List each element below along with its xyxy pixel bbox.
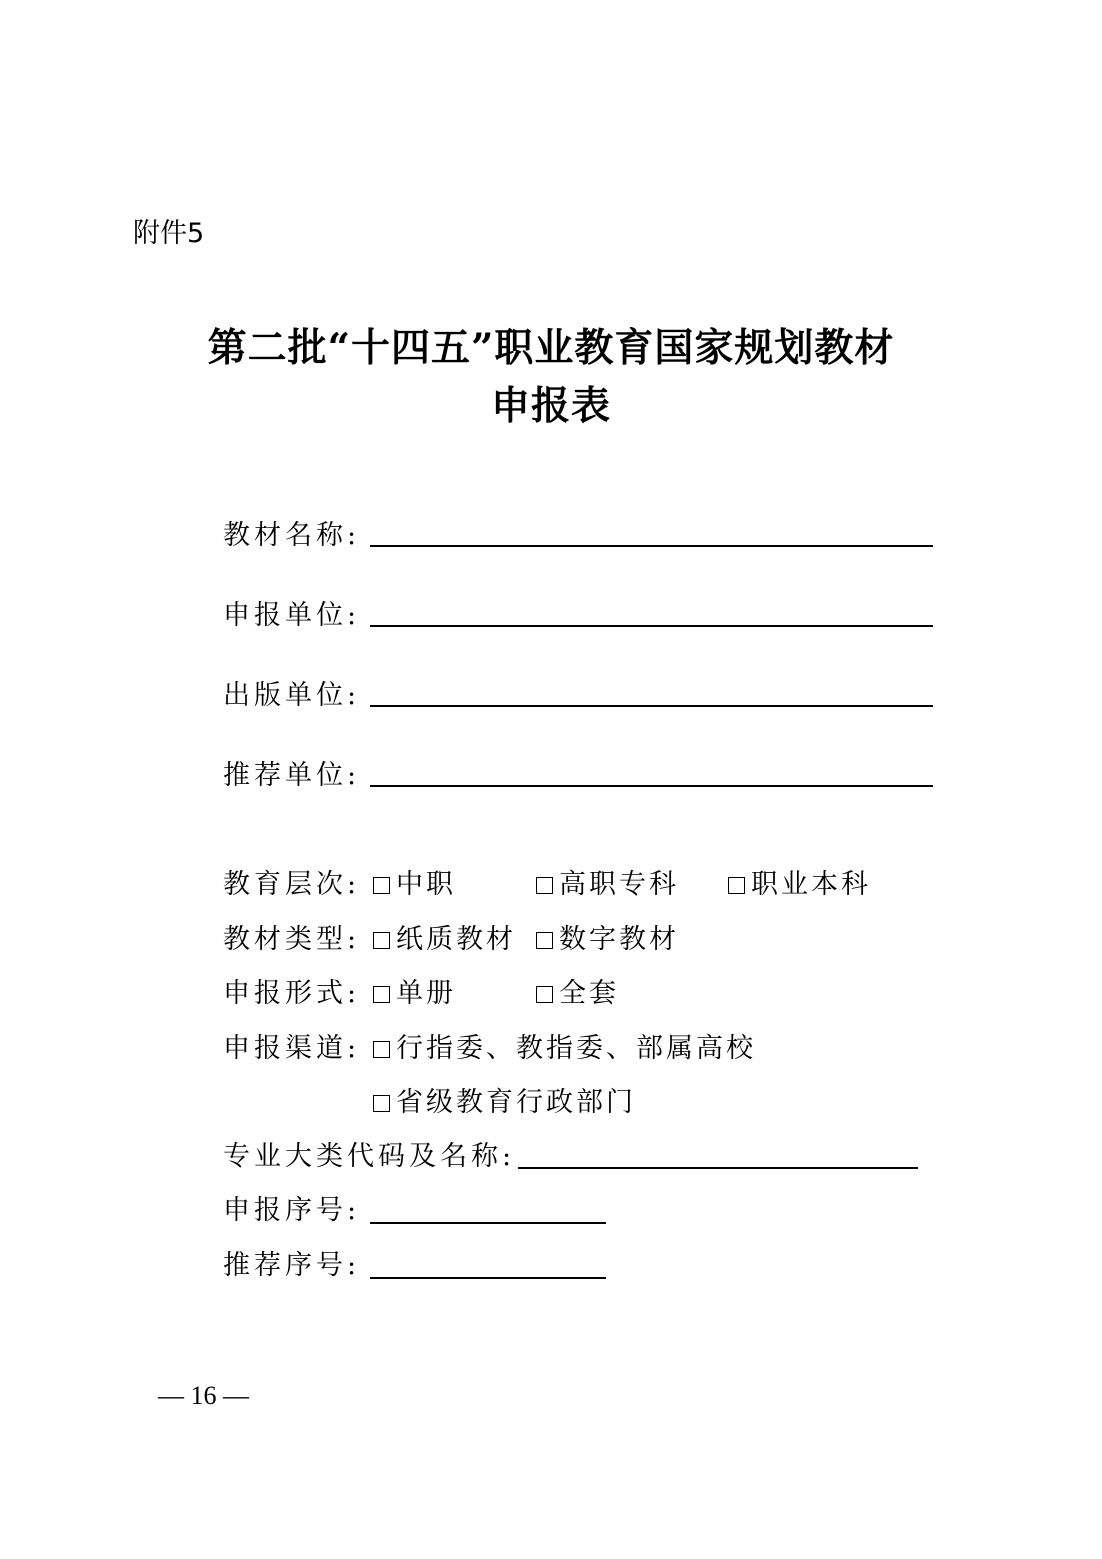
application-number-label: 申报序号: xyxy=(223,1195,361,1226)
application-form-row xyxy=(223,974,983,1014)
applying-unit-label: 申报单位: xyxy=(223,600,361,631)
option-label: 单册 xyxy=(396,978,456,1009)
option-label: 全套 xyxy=(559,978,619,1009)
major-category-input-line[interactable] xyxy=(518,1167,918,1169)
textbook-name-label: 教材名称: xyxy=(223,520,361,551)
recommending-unit-field xyxy=(223,756,935,796)
application-channel-row xyxy=(223,1029,983,1069)
textbook-name-field xyxy=(223,516,935,556)
applying-unit-input-line[interactable] xyxy=(370,625,933,627)
option-label: 数字教材 xyxy=(559,924,679,955)
recommendation-number-label: 推荐序号: xyxy=(223,1250,361,1281)
education-level-label: 教育层次: xyxy=(223,869,361,900)
option-label: 省级教育行政部门 xyxy=(396,1087,636,1118)
major-category-field xyxy=(223,1137,923,1177)
recommending-unit-label: 推荐单位: xyxy=(223,760,361,791)
option-digital-textbook[interactable] xyxy=(536,920,679,960)
checkbox-icon[interactable] xyxy=(373,932,390,949)
checkbox-icon[interactable] xyxy=(373,1041,390,1058)
textbook-type-row xyxy=(223,920,983,960)
recommendation-number-field xyxy=(223,1246,613,1286)
form-title-line-2: 申报表 xyxy=(490,383,611,429)
option-label: 高职专科 xyxy=(559,869,679,900)
option-vocational-bachelor[interactable] xyxy=(728,865,871,905)
checkbox-icon[interactable] xyxy=(373,877,390,894)
applying-unit-field xyxy=(223,596,935,636)
publisher-input-line[interactable] xyxy=(370,705,933,707)
option-paper-textbook[interactable] xyxy=(373,920,516,960)
application-form-label: 申报形式: xyxy=(223,978,361,1009)
option-label: 行指委、教指委、部属高校 xyxy=(396,1033,756,1064)
application-number-input-line[interactable] xyxy=(370,1222,606,1224)
page-number: — 16 — xyxy=(158,1381,249,1410)
option-full-set[interactable] xyxy=(536,974,619,1014)
checkbox-icon[interactable] xyxy=(536,986,553,1003)
attachment-label: 附件5 xyxy=(133,218,205,249)
option-secondary-vocational[interactable] xyxy=(373,865,456,905)
publisher-label: 出版单位: xyxy=(223,680,361,711)
checkbox-icon[interactable] xyxy=(373,1095,390,1112)
option-label: 中职 xyxy=(396,869,456,900)
option-higher-vocational[interactable] xyxy=(536,865,679,905)
checkbox-icon[interactable] xyxy=(373,986,390,1003)
option-provincial-education-dept[interactable] xyxy=(373,1083,636,1123)
recommending-unit-input-line[interactable] xyxy=(370,785,933,787)
checkbox-icon[interactable] xyxy=(728,877,745,894)
checkbox-icon[interactable] xyxy=(536,877,553,894)
application-number-field xyxy=(223,1191,613,1231)
major-category-label: 专业大类代码及名称: xyxy=(223,1141,516,1172)
option-single-volume[interactable] xyxy=(373,974,456,1014)
textbook-type-label: 教材类型: xyxy=(223,924,361,955)
application-channel-label: 申报渠道: xyxy=(223,1033,361,1064)
option-committees-universities[interactable] xyxy=(373,1029,756,1069)
recommendation-number-input-line[interactable] xyxy=(370,1277,606,1279)
option-label: 职业本科 xyxy=(751,869,871,900)
textbook-name-input-line[interactable] xyxy=(370,545,933,547)
education-level-row xyxy=(223,865,983,905)
application-channel-row-2 xyxy=(223,1083,983,1123)
checkbox-icon[interactable] xyxy=(536,932,553,949)
form-title-line-1: 第二批“十四五”职业教育国家规划教材 xyxy=(207,325,895,371)
publisher-field xyxy=(223,676,935,716)
option-label: 纸质教材 xyxy=(396,924,516,955)
